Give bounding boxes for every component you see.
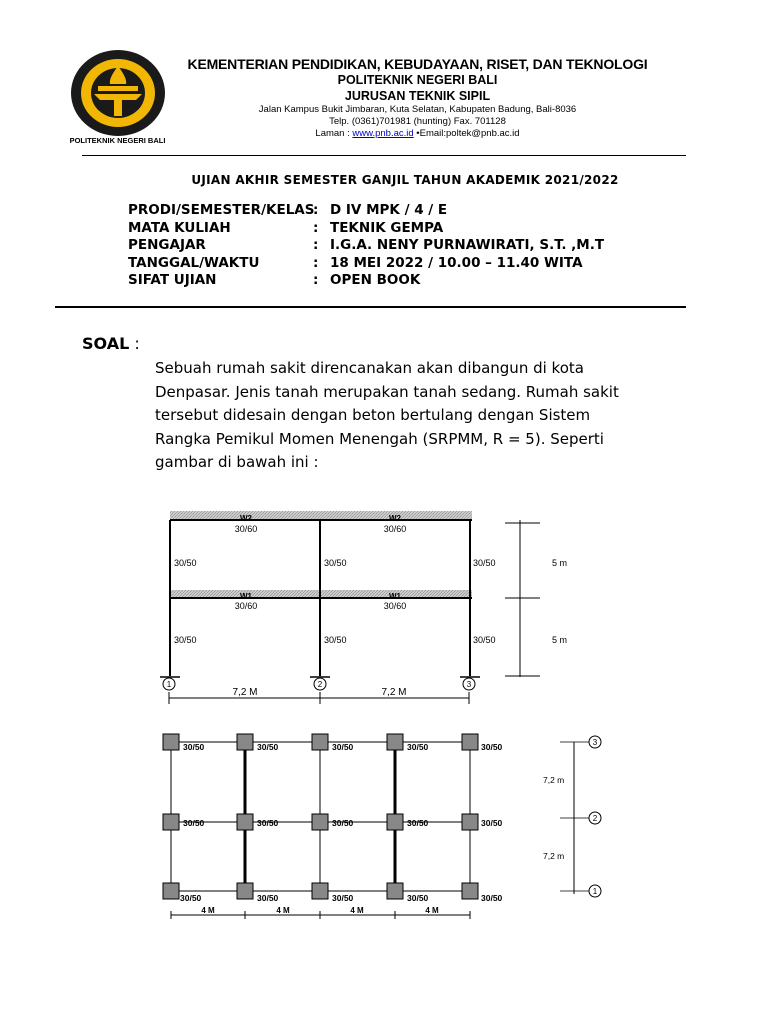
bay-y-label: 7,2 m (543, 851, 565, 861)
span-label: 7,2 M (232, 687, 258, 698)
question-line: tersebut didesain dengan beton bertulang dengan Sistem (155, 406, 591, 424)
beam-label-w1: W1 (389, 592, 401, 601)
web-prefix: Laman : (315, 128, 353, 139)
info-label: SIFAT UJIAN (128, 272, 217, 288)
story-height-label: 5 m (552, 558, 568, 568)
info-separator: : (313, 219, 319, 236)
plan-column-size: 30/50 (332, 893, 354, 903)
info-separator: : (313, 237, 319, 253)
info-value: I.G.A. NENY PURNAWIRATI, S.T. ,M.T (330, 237, 605, 253)
plan-column-size: 30/50 (257, 742, 279, 752)
bay-label: 4 M (350, 906, 364, 915)
plan-column (387, 814, 403, 830)
info-separator: : (313, 254, 319, 271)
info-value: D IV MPK / 4 / E (330, 202, 448, 218)
plan-column (163, 814, 179, 830)
beam-label-w2: W2 (240, 514, 252, 523)
roof-load-hatch (170, 511, 472, 520)
plan-column (312, 734, 328, 750)
phone: Telp. (0361)701981 (hunting) Fax. 701128 (329, 116, 506, 127)
bay-label: 4 M (425, 906, 439, 915)
grid-label: 2 (317, 680, 323, 689)
plan-column-size: 30/50 (407, 742, 429, 752)
divider-bottom (55, 306, 686, 308)
beam-size: 30/60 (234, 601, 258, 611)
column-size: 30/50 (174, 558, 197, 568)
grid-label: 3 (466, 680, 472, 689)
email: •Email:poltek@pnb.ac.id (413, 128, 520, 139)
pnb-logo-emblem (68, 48, 168, 140)
info-label: PENGAJAR (128, 237, 206, 253)
question-line: Sebuah rumah sakit direncanakan akan dibangun di kota (155, 359, 584, 377)
info-value: OPEN BOOK (330, 272, 421, 288)
plan-column (237, 883, 253, 899)
question-line: gambar di bawah ini : (155, 453, 319, 471)
web-line (175, 128, 660, 140)
info-value: 18 MEI 2022 / 10.00 – 11.40 WITA (330, 254, 583, 271)
plan-column (163, 734, 179, 750)
plan-column (387, 883, 403, 899)
beam-label-w1: W1 (240, 592, 252, 601)
bay-label: 4 M (276, 906, 290, 915)
website-link[interactable]: www.pnb.ac.id (352, 128, 414, 139)
letterhead (175, 56, 660, 140)
floor-plan-drawing (0, 725, 768, 935)
plan-column-size: 30/50 (332, 818, 354, 828)
info-label: TANGGAL/WAKTU (128, 254, 260, 271)
plan-column-size: 30/50 (257, 893, 279, 903)
plan-column (163, 883, 179, 899)
column-size: 30/50 (473, 635, 496, 645)
plan-column-size: 30/50 (407, 818, 429, 828)
info-label: MATA KULIAH (128, 219, 231, 236)
plan-column (237, 734, 253, 750)
beam-size: 30/60 (383, 524, 407, 534)
ministry-name: KEMENTERIAN PENDIDIKAN, KEBUDAYAAN, RISET, DAN TEKNOLOGI (187, 56, 648, 72)
span-label: 7,2 M (381, 687, 407, 698)
info-label: PRODI/SEMESTER/KELAS (128, 202, 315, 218)
question-text (155, 357, 675, 475)
institution-name: POLITEKNIK NEGERI BALI (337, 73, 498, 87)
beam-label-w2: W2 (389, 514, 401, 523)
plan-column-size: 30/50 (180, 893, 202, 903)
plan-column-size: 30/50 (257, 818, 279, 828)
beam-size: 30/60 (234, 524, 258, 534)
plan-column-size: 30/50 (481, 893, 503, 903)
story-height-label: 5 m (552, 635, 568, 645)
divider-top (82, 155, 686, 156)
column-size: 30/50 (473, 558, 496, 568)
beam-size: 30/60 (383, 601, 407, 611)
plan-column (462, 883, 478, 899)
column-size: 30/50 (324, 635, 347, 645)
plan-column-size: 30/50 (183, 742, 205, 752)
plan-column (237, 814, 253, 830)
bay-y-label: 7,2 m (543, 775, 565, 785)
exam-title: UJIAN AKHIR SEMESTER GANJIL TAHUN AKADEMIK 2021/2022 (191, 173, 619, 187)
column-size: 30/50 (174, 635, 197, 645)
plan-column (462, 734, 478, 750)
plan-column (462, 814, 478, 830)
plan-column-size: 30/50 (481, 742, 503, 752)
department-name: JURUSAN TEKNIK SIPIL (344, 89, 491, 103)
institution-logo (60, 48, 175, 148)
logo-caption: POLITEKNIK NEGERI BALI (69, 136, 166, 145)
plan-column (387, 734, 403, 750)
plan-grid-label: 3 (592, 738, 598, 747)
plan-grid-label: 2 (592, 814, 598, 823)
address: Jalan Kampus Bukit Jimbaran, Kuta Selatan, Kabupaten Badung, Bali-8036 (258, 104, 577, 115)
question-heading (82, 334, 140, 353)
plan-column-size: 30/50 (407, 893, 429, 903)
plan-column-size: 30/50 (481, 818, 503, 828)
bay-label: 4 M (201, 906, 215, 915)
plan-grid-label: 1 (592, 887, 598, 896)
info-value: TEKNIK GEMPA (330, 219, 444, 236)
question-line: Denpasar. Jenis tanah merupakan tanah sedang. Rumah sakit (155, 382, 619, 401)
question-line: Rangka Pemikul Momen Menengah (SRPMM, R = 5). Seperti (155, 429, 604, 448)
plan-column-size: 30/50 (183, 818, 205, 828)
column-size: 30/50 (324, 558, 347, 568)
grid-label: 1 (166, 680, 172, 689)
question-heading-colon: : (129, 334, 140, 353)
plan-column (312, 814, 328, 830)
info-separator: : (313, 202, 319, 218)
plan-column-size: 30/50 (332, 742, 354, 752)
question-heading-text: SOAL (82, 334, 130, 353)
plan-column (312, 883, 328, 899)
frame-elevation-drawing (0, 500, 768, 710)
info-separator: : (313, 272, 319, 288)
